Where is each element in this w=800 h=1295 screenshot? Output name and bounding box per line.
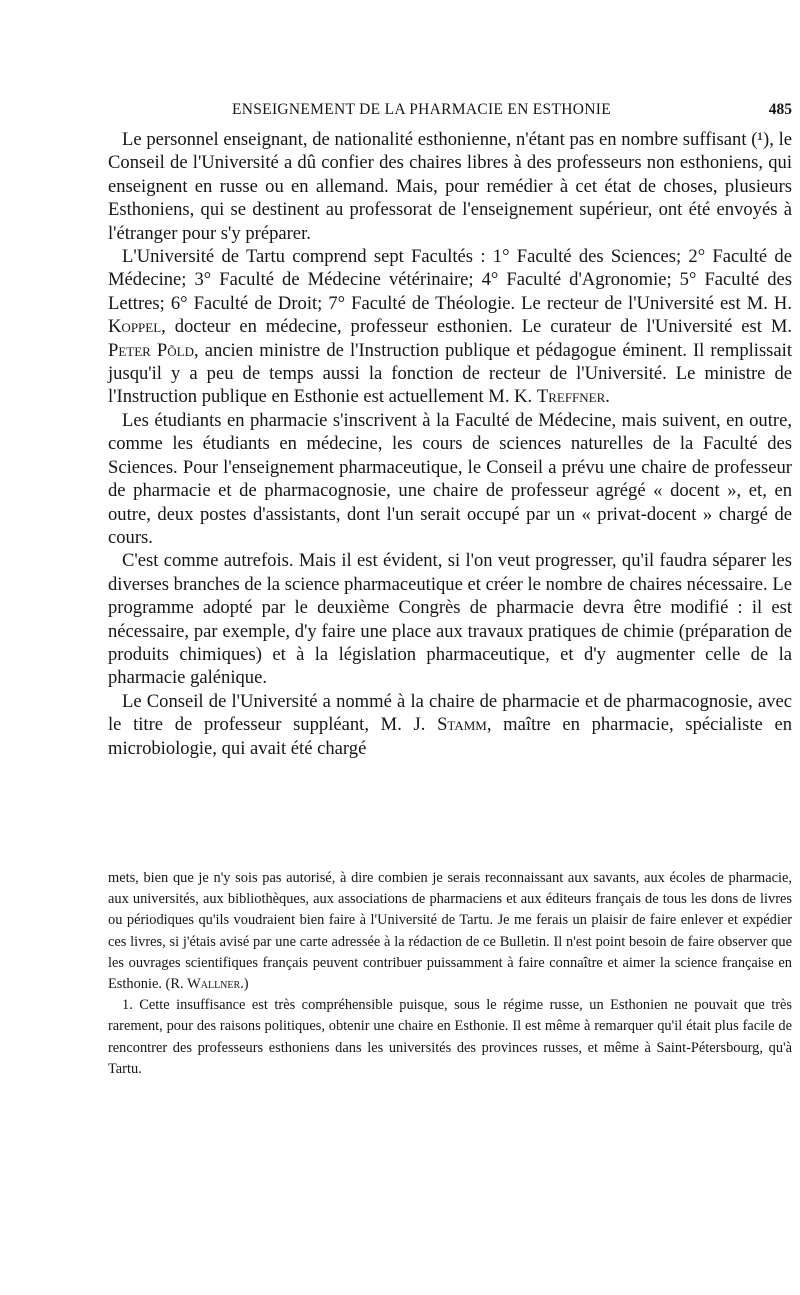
paragraph-4: C'est comme autrefois. Mais il est évident, si l'on veut progresser, qu'il faudra séparer les diverses branches de la science pharmaceutique et créer le nombre de chaires nécessaire. Le programme adopté par le deuxième Congrès de pharmacie devra être modifié : il est nécessaire, par exemple, d'y faire une place aux travaux pratiques de chimie (préparation de produits chimiques) et à la législation pharmaceutique, et d'y augmenter celle de la pharmacie galénique. (108, 550, 792, 689)
paragraph-2-part-d: . (605, 386, 610, 408)
footnote-continuation-part-b: .) (240, 976, 249, 993)
footnote-continuation-part-a: mets, bien que je n'y sois pas autorisé, à dire combien je serais reconnaissant aux savants, aux écoles de pharmacie, aux universités, aux bibliothèques, aux associations de pharmaciens et aux éditeurs français de tous les dons de livres ou périodiques qu'ils voudraient bien faire à l'Université de Tartu. Je me ferais un plaisir de faire enlever et expédier ces livres, si j'étais avisé par une carte adressée à la rédaction de ce Bulletin. Il n'est point besoin de faire observer que les ouvrages scientifiques français peuvent contribuer puissamment à faire connaître et aimer la science française en Esthonie. (R. (108, 870, 792, 993)
paragraph-1: Le personnel enseignant, de nationalité esthonienne, n'étant pas en nombre suffisant (¹), le Conseil de l'Université a dû confier des chaires libres à des professeurs non esthoniens, qui enseignent en russe ou en allemand. Mais, pour remédier à cet état de choses, plusieurs Esthoniens, qui se destinent au professorat de l'enseignement supérieur, ont été envoyés à l'étranger pour s'y préparer. (108, 129, 792, 244)
paragraph-2-part-b: , docteur en médecine, professeur esthonien. Le curateur de l'Université est M. (161, 316, 792, 338)
paragraph-5-part-b: , maître en pharmacie, spécialiste en microbiologie, qui avait été chargé (108, 714, 792, 759)
name-wallner: Wallner (187, 976, 241, 993)
header-title: ENSEIGNEMENT DE LA PHARMACIE EN ESTHONIE (232, 101, 611, 118)
name-peter-pold: Peter Põld (108, 339, 194, 361)
body-text (108, 128, 792, 760)
paragraph-3: Les étudiants en pharmacie s'inscrivent à la Faculté de Médecine, mais suivent, en outre, comme les étudiants en médecine, les cours de sciences naturelles de la Faculté des Sciences. Pour l'enseignement pharmaceutique, le Conseil a prévu une chaire de professeur de pharmacie et de pharmacognosie, une chaire de professeur agrégé « docent », et, en outre, deux postes d'assistants, dont l'un serait occupé par un « privat-docent » chargé de cours. (108, 409, 792, 548)
page-number: 485 (768, 101, 792, 118)
paragraph-2-part-c: , ancien ministre de l'Instruction publique et pédagogue éminent. Il remplissait jusqu'il y a peu de temps aussi la fonction de recteur de l'Université. Le ministre de l'Instruction publique en Esthonie est actuellement M. K. (108, 339, 793, 408)
name-treffner: Treffner (536, 386, 606, 408)
footnotes (108, 868, 792, 1080)
footnote-1: 1. Cette insuffisance est très compréhensible puisque, sous le régime russe, un Esthonien ne pouvait que très rarement, pour des raisons politiques, obtenir une chaire en Esthonie. Il est même à remarquer qu'il était plus facile de rencontrer des professeurs esthoniens dans les universités des provinces russes, et même à Saint-Pétersbourg, qu'à Tartu. (108, 997, 792, 1077)
paragraph-5 (108, 690, 792, 760)
running-header (108, 101, 792, 125)
name-stamm: Stamm (437, 714, 487, 736)
paragraph-2-part-a: L'Université de Tartu comprend sept Facultés : 1° Faculté des Sciences; 2° Faculté de Médecine; 3° Faculté de Médecine vétérinaire; 4° Faculté d'Agronomie; 5° Faculté des Lettres; 6° Faculté de Droit; 7° Faculté de Théologie. Le recteur de l'Université est M. H. (108, 246, 792, 314)
paragraph-2 (108, 245, 792, 409)
name-koppel: Koppel (108, 316, 162, 338)
paragraph-5-part-a: Le Conseil de l'Université a nommé à la chaire de pharmacie et de pharmacognosie, avec le titre de professeur suppléant, M. J. (108, 690, 792, 736)
footnote-continuation (108, 868, 792, 995)
